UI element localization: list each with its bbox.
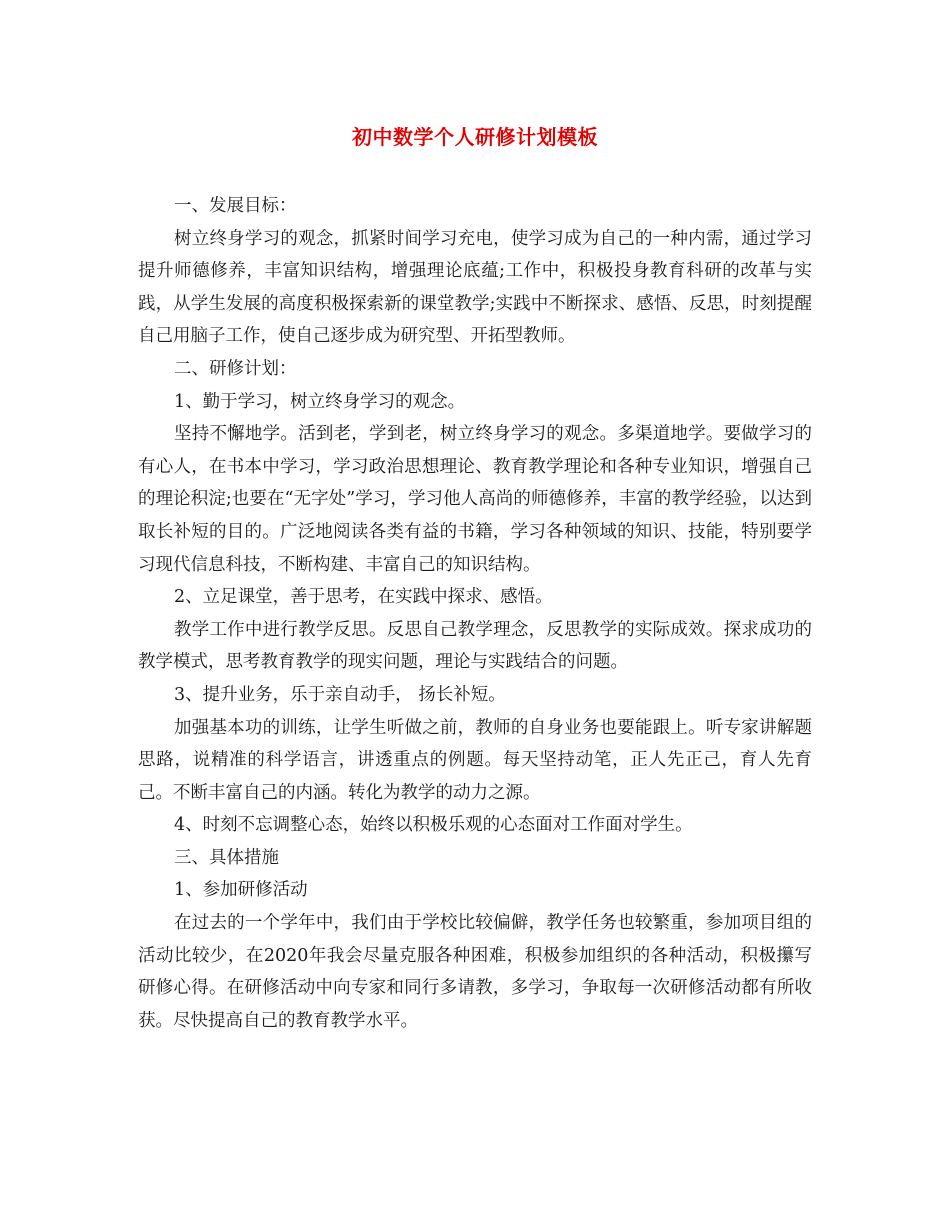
section-heading-goals: 一、发展目标： <box>174 196 297 216</box>
paragraph-plan-3: 加强基本功的训练，让学生听做之前，教师的自身业务也要能跟上。听专家讲解题思路，说精准的科学语言，讲透重点的例题。每天坚持动笔，正人先正己，育人先育己。不断丰富自己的内涵。转化为教学的动力之源。 <box>138 717 812 803</box>
section-heading-measures: 三、具体措施 <box>174 847 279 868</box>
paragraph-plan-1: 坚持不懈地学。活到老，学到老，树立终身学习的观念。多渠道地学。要做学习的有心人，在书本中学习，学习政治思想理论、教育教学理论和各种专业知识，增强自己的理论积淀;也要在“无字处”学习，学习他人高尚的师德修养，丰富的教学经验，以达到取长补短的目的。广泛地阅读各类有益的书籍，学习各种领域的知识、技能，特别要学习现代信息科技，不断构建、丰富自己的知识结构。 <box>138 424 812 575</box>
paragraph-plan-2: 教学工作中进行教学反思。反思自己教学理念，反思教学的实际成效。探求成功的教学模式，思考教育教学的现实问题，理论与实践结合的问题。 <box>138 619 812 673</box>
paragraph-goals: 树立终身学习的观念，抓紧时间学习充电，使学习成为自己的一种内需，通过学习提升师德修养，丰富知识结构，增强理论底蕴;工作中，积极投身教育科研的改革与实践，从学生发展的高度积极探索新的课堂教学;实践中不断探求、感悟、反思，时刻提醒自己用脑子工作，使自己逐步成为研究型、开拓型教师。 <box>138 228 812 347</box>
subheading-plan-2: 2、立足课堂，善于思考，在实践中探求、感悟。 <box>174 587 553 608</box>
section-heading-plan: 二、研修计划： <box>174 358 297 379</box>
subheading-plan-3: 3、提升业务，乐于亲自动手， 扬长补短。 <box>174 684 506 705</box>
paragraph-measures-1: 在过去的一个学年中，我们由于学校比较偏僻，教学任务也较繁重，参加项目组的活动比较少，在2020年我会尽量克服各种困难，积极参加组织的各种活动，积极攥写研修心得。在研修活动中向专家和同行多请教，多学习，争取每一次研修活动都有所收获。尽快提高自己的教育教学水平。 <box>138 913 812 1031</box>
subheading-plan-1: 1、勤于学习，树立终身学习的观念。 <box>174 391 466 412</box>
subheading-plan-4: 4、时刻不忘调整心态，始终以积极乐观的心态面对工作面对学生。 <box>174 815 693 836</box>
subheading-measures-1: 1、参加研修活动 <box>174 880 308 901</box>
document-body <box>138 190 812 1037</box>
document-title: 初中数学个人研修计划模板 <box>352 125 598 149</box>
